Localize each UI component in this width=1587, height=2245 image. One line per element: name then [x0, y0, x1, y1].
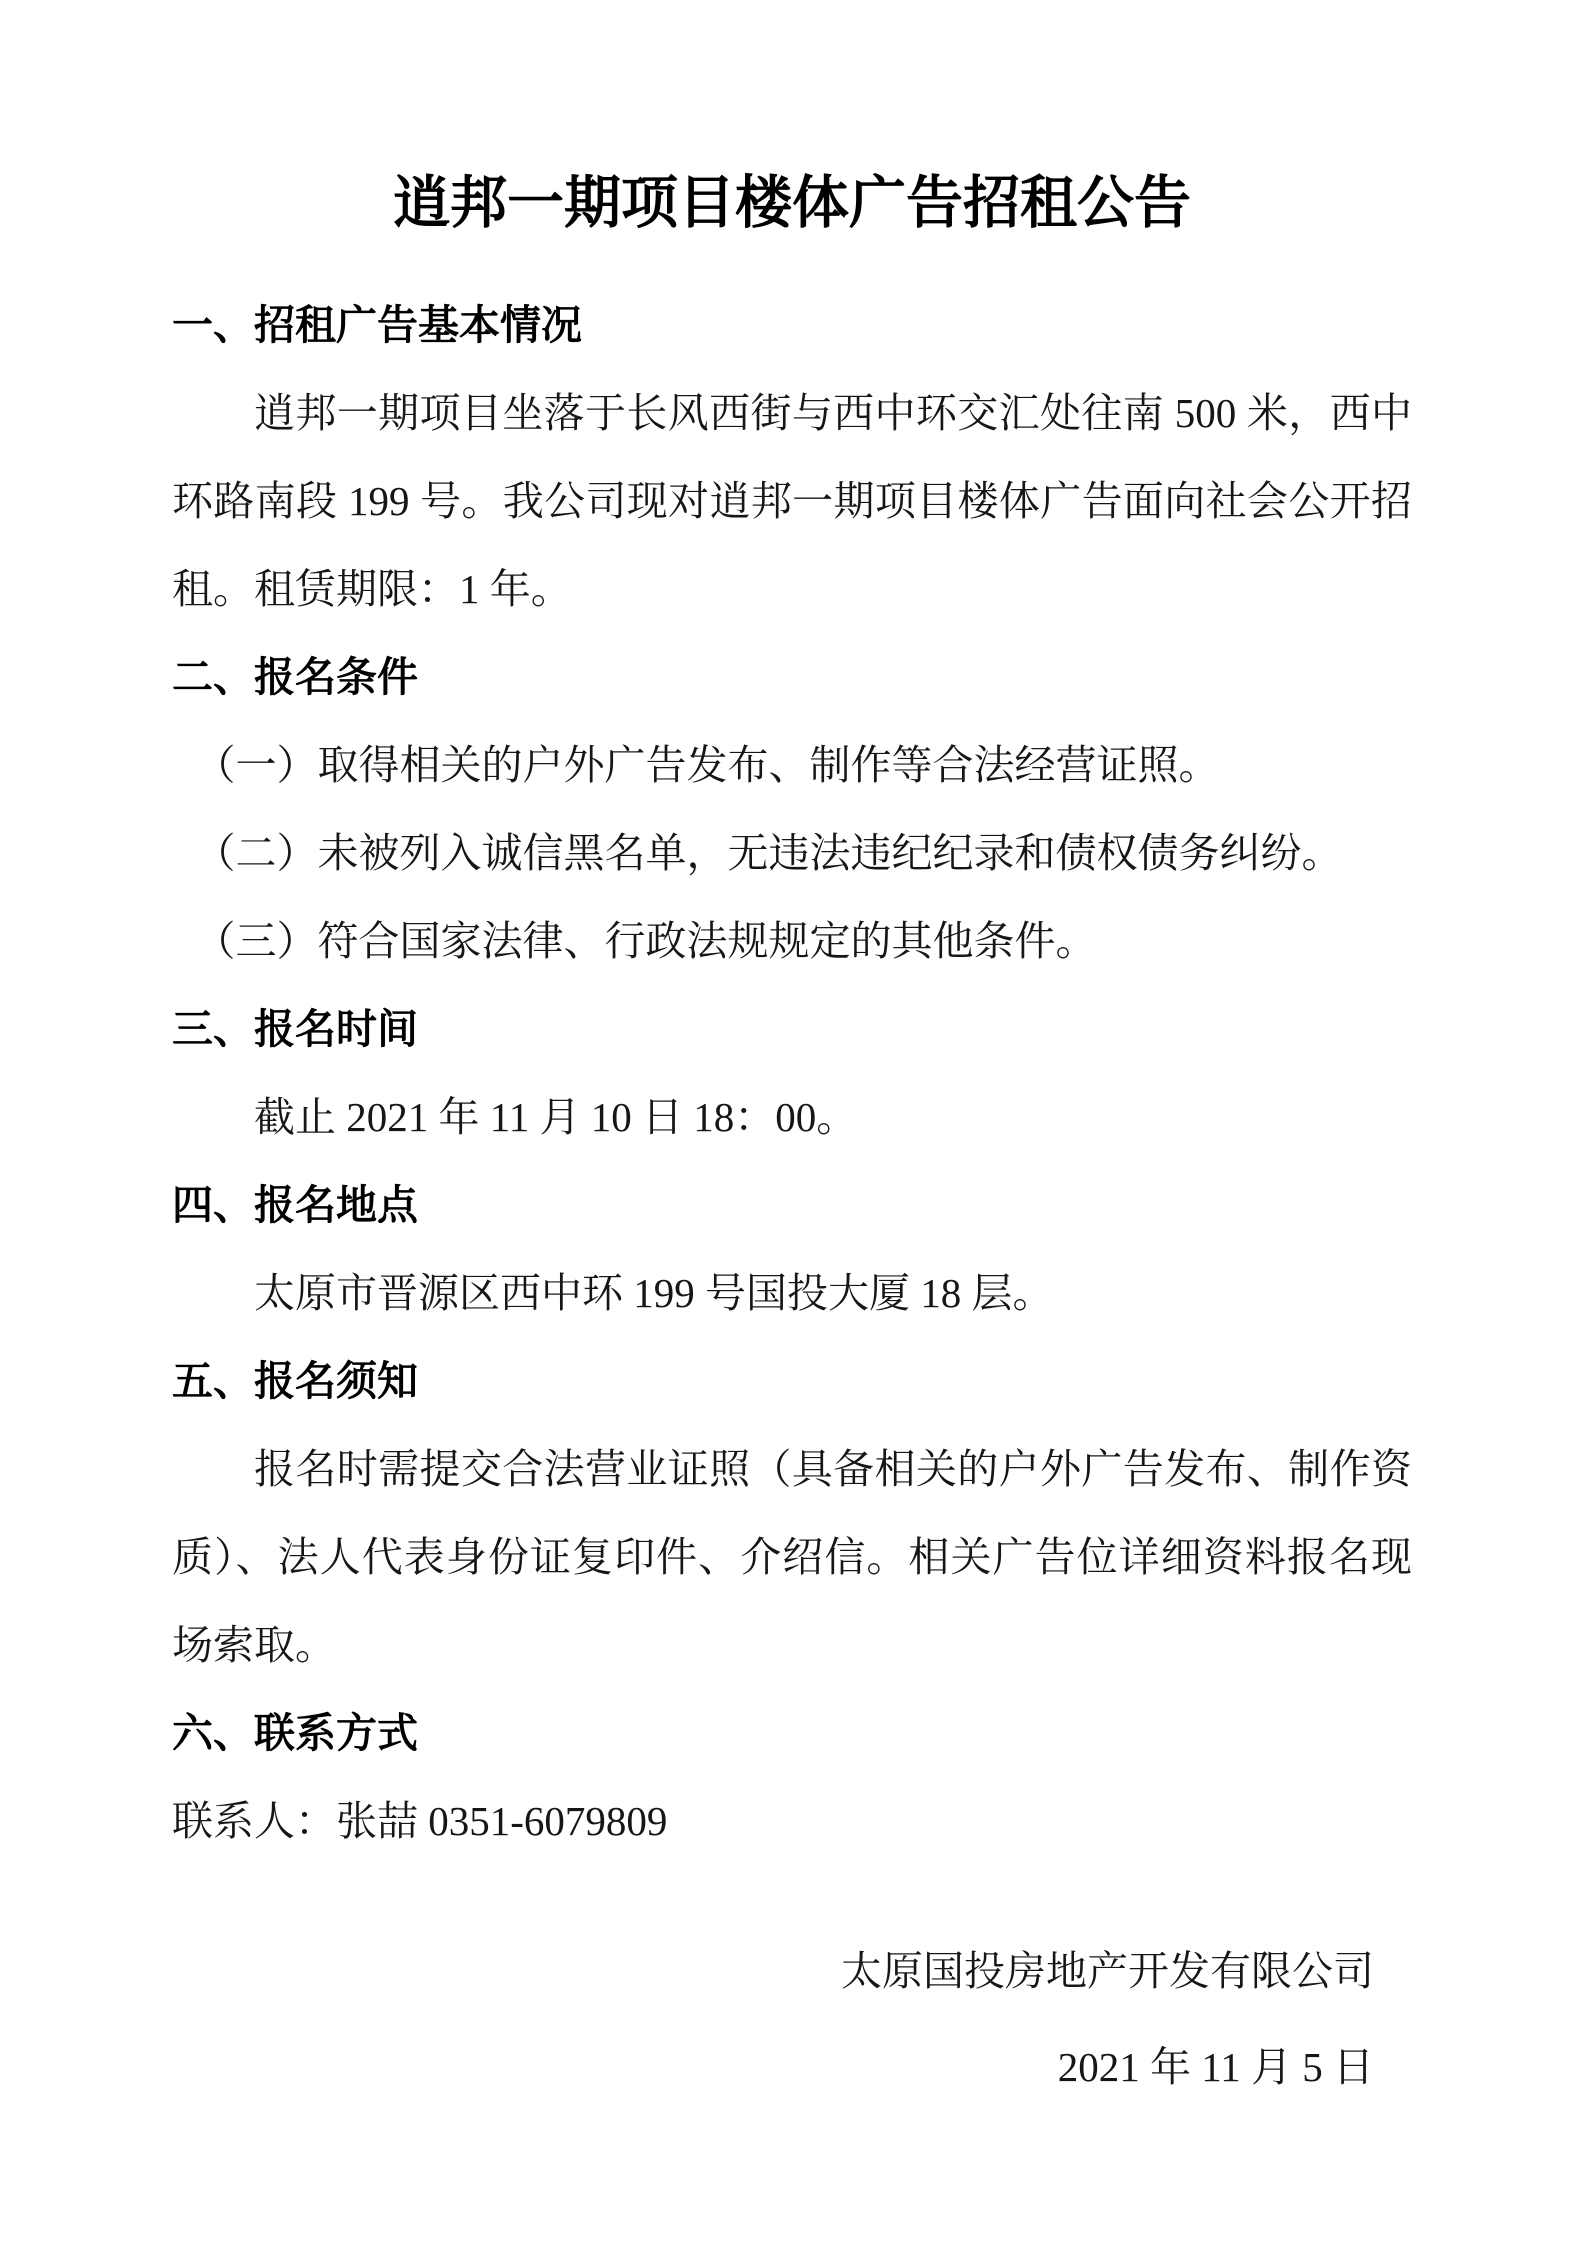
signature-company: 太原国投房地产开发有限公司 — [841, 1948, 1374, 1995]
condition-item-3: （三）符合国家法律、行政法规规定的其他条件。 — [194, 918, 1097, 965]
section-application-notes — [172, 1337, 1412, 1689]
section-application-conditions-heading: 二、报名条件 — [172, 654, 418, 701]
section-application-location — [172, 1161, 1412, 1337]
section-contact-heading: 六、联系方式 — [172, 1710, 418, 1757]
condition-item-2: （二）未被列入诚信黑名单，无违法违纪纪录和债权债务纠纷。 — [194, 830, 1343, 877]
section-basic-info-heading: 一、招租广告基本情况 — [172, 302, 582, 349]
section-basic-info — [172, 281, 1412, 633]
contact-line: 联系人：张喆 0351-6079809 — [172, 1798, 668, 1845]
section-application-notes-paragraph: 报名时需提交合法营业证照（具备相关的户外广告发布、制作资质）、法人代表身份证复印件、介绍信。相关广告位详细资料报名现场索取。 — [172, 1446, 1412, 1669]
section-application-time — [172, 985, 1412, 1161]
condition-item-1: （一）取得相关的户外广告发布、制作等合法经营证照。 — [194, 742, 1220, 789]
signature-block — [172, 1923, 1412, 2115]
section-application-time-heading: 三、报名时间 — [172, 1006, 418, 1053]
section-application-location-heading: 四、报名地点 — [172, 1182, 418, 1229]
section-application-notes-heading: 五、报名须知 — [172, 1358, 418, 1405]
signature-date: 2021 年 11 月 5 日 — [1057, 2044, 1374, 2091]
section-basic-info-paragraph: 逍邦一期项目坐落于长风西街与西中环交汇处往南 500 米，西中环路南段 199 号。我公司现对逍邦一期项目楼体广告面向社会公开招租。租赁期限：1 年。 — [172, 390, 1412, 613]
section-application-time-paragraph: 截止 2021 年 11 月 10 日 18：00。 — [254, 1094, 858, 1141]
section-contact — [172, 1689, 1412, 1865]
document-title: 逍邦一期项目楼体广告招租公告 — [393, 172, 1191, 235]
section-application-conditions — [172, 633, 1412, 985]
section-application-location-paragraph: 太原市晋源区西中环 199 号国投大厦 18 层。 — [254, 1270, 1054, 1317]
